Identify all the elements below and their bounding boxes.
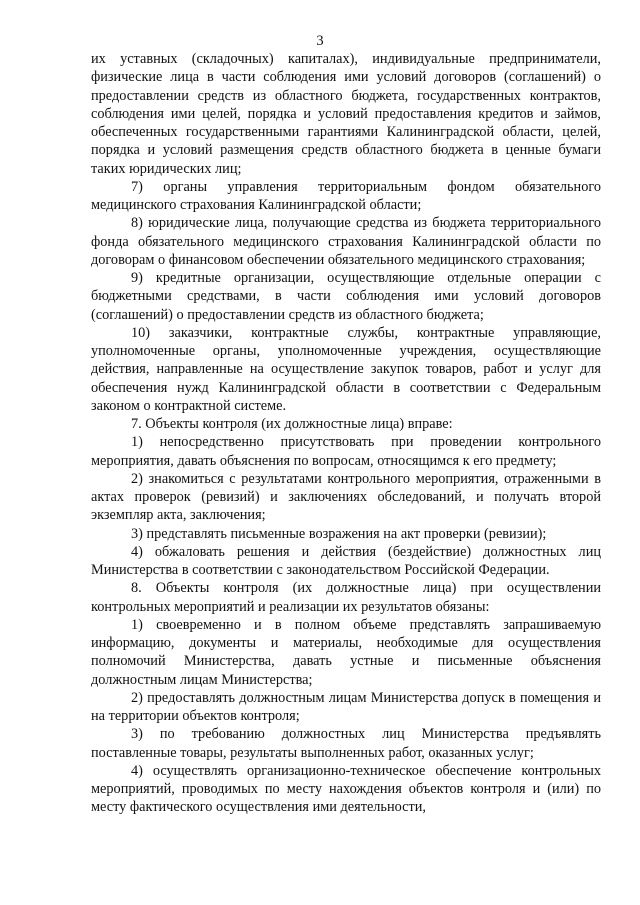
- section-8-item-2: 2) предоставлять должностным лицам Министерства допуск в помещения и на территории объектов контроля;: [91, 689, 601, 724]
- paragraph-item-7: 7) органы управления территориальным фондом обязательного медицинского страхования Калининградской области;: [91, 178, 601, 213]
- section-7-item-4: 4) обжаловать решения и действия (бездействие) должностных лиц Министерства в соответствии с законодательством Российской Федерации.: [91, 543, 601, 578]
- document-body: [91, 50, 601, 817]
- section-8-item-3: 3) по требованию должностных лиц Министерства предъявлять поставленные товары, результаты выполненных работ, оказанных услуг;: [91, 726, 601, 761]
- section-7-item-3: 3) представлять письменные возражения на акт проверки (ревизии);: [131, 525, 547, 542]
- section-8-heading: 8. Объекты контроля (их должностные лица) при осуществлении контрольных мероприятий и реализации их результатов обязаны:: [91, 580, 601, 615]
- paragraph-continuation: их уставных (складочных) капиталах), индивидуальные предприниматели, физические лица в части соблюдения ими условий договоров (соглашений) о предоставлении средств из областного бюджета, государственных контрактов, соблюдения ими целей, порядка и условий предоставления кредитов и займов, обеспеченных государственными гарантиями Калининградской области, целей, порядка и условий размещения средств областного бюджета в ценные бумаги таких юридических лиц;: [91, 51, 601, 177]
- paragraph-item-8: 8) юридические лица, получающие средства из бюджета территориального фонда обязательного медицинского страхования Калининградской области по договорам о финансовом обеспечении обязательного медицинского страхования;: [91, 215, 601, 268]
- section-7-heading: 7. Объекты контроля (их должностные лица) вправе:: [131, 416, 453, 432]
- section-7-item-2: 2) знакомиться с результатами контрольного мероприятия, отраженными в актах проверок (ревизий) и заключениях обследований, и получать второй экземпляр акта, заключения;: [91, 470, 601, 524]
- paragraph-item-10: 10) заказчики, контрактные службы, контрактные управляющие, уполномоченные органы, уполномоченные учреждения, осуществляющие действия, направленные на осуществление закупок товаров, работ и услуг для обеспечения нужд Калининградской области в соответствии с Федеральным законом о контрактной системе.: [91, 324, 601, 414]
- paragraph-item-9: 9) кредитные организации, осуществляющие отдельные операции с бюджетными средствами, в части соблюдения ими условий договоров (соглашений) о предоставлении средств из областного бюджета;: [91, 270, 601, 323]
- section-8-item-1: 1) своевременно и в полном объеме представлять запрашиваемую информацию, документы и материалы, необходимые для осуществления полномочий Министерства, давать устные и письменные объяснения должностным лицам Министерства;: [91, 616, 601, 688]
- section-8-item-4: 4) осуществлять организационно-техническое обеспечение контрольных мероприятий, проводимых по месту нахождения объектов контроля и (или) по месту фактического осуществления ими деятельности,: [91, 762, 601, 816]
- section-7-item-1: 1) непосредственно присутствовать при проведении контрольного мероприятия, давать объяснения по вопросам, относящимся к его предмету;: [91, 434, 601, 469]
- page-number: 3: [316, 33, 324, 49]
